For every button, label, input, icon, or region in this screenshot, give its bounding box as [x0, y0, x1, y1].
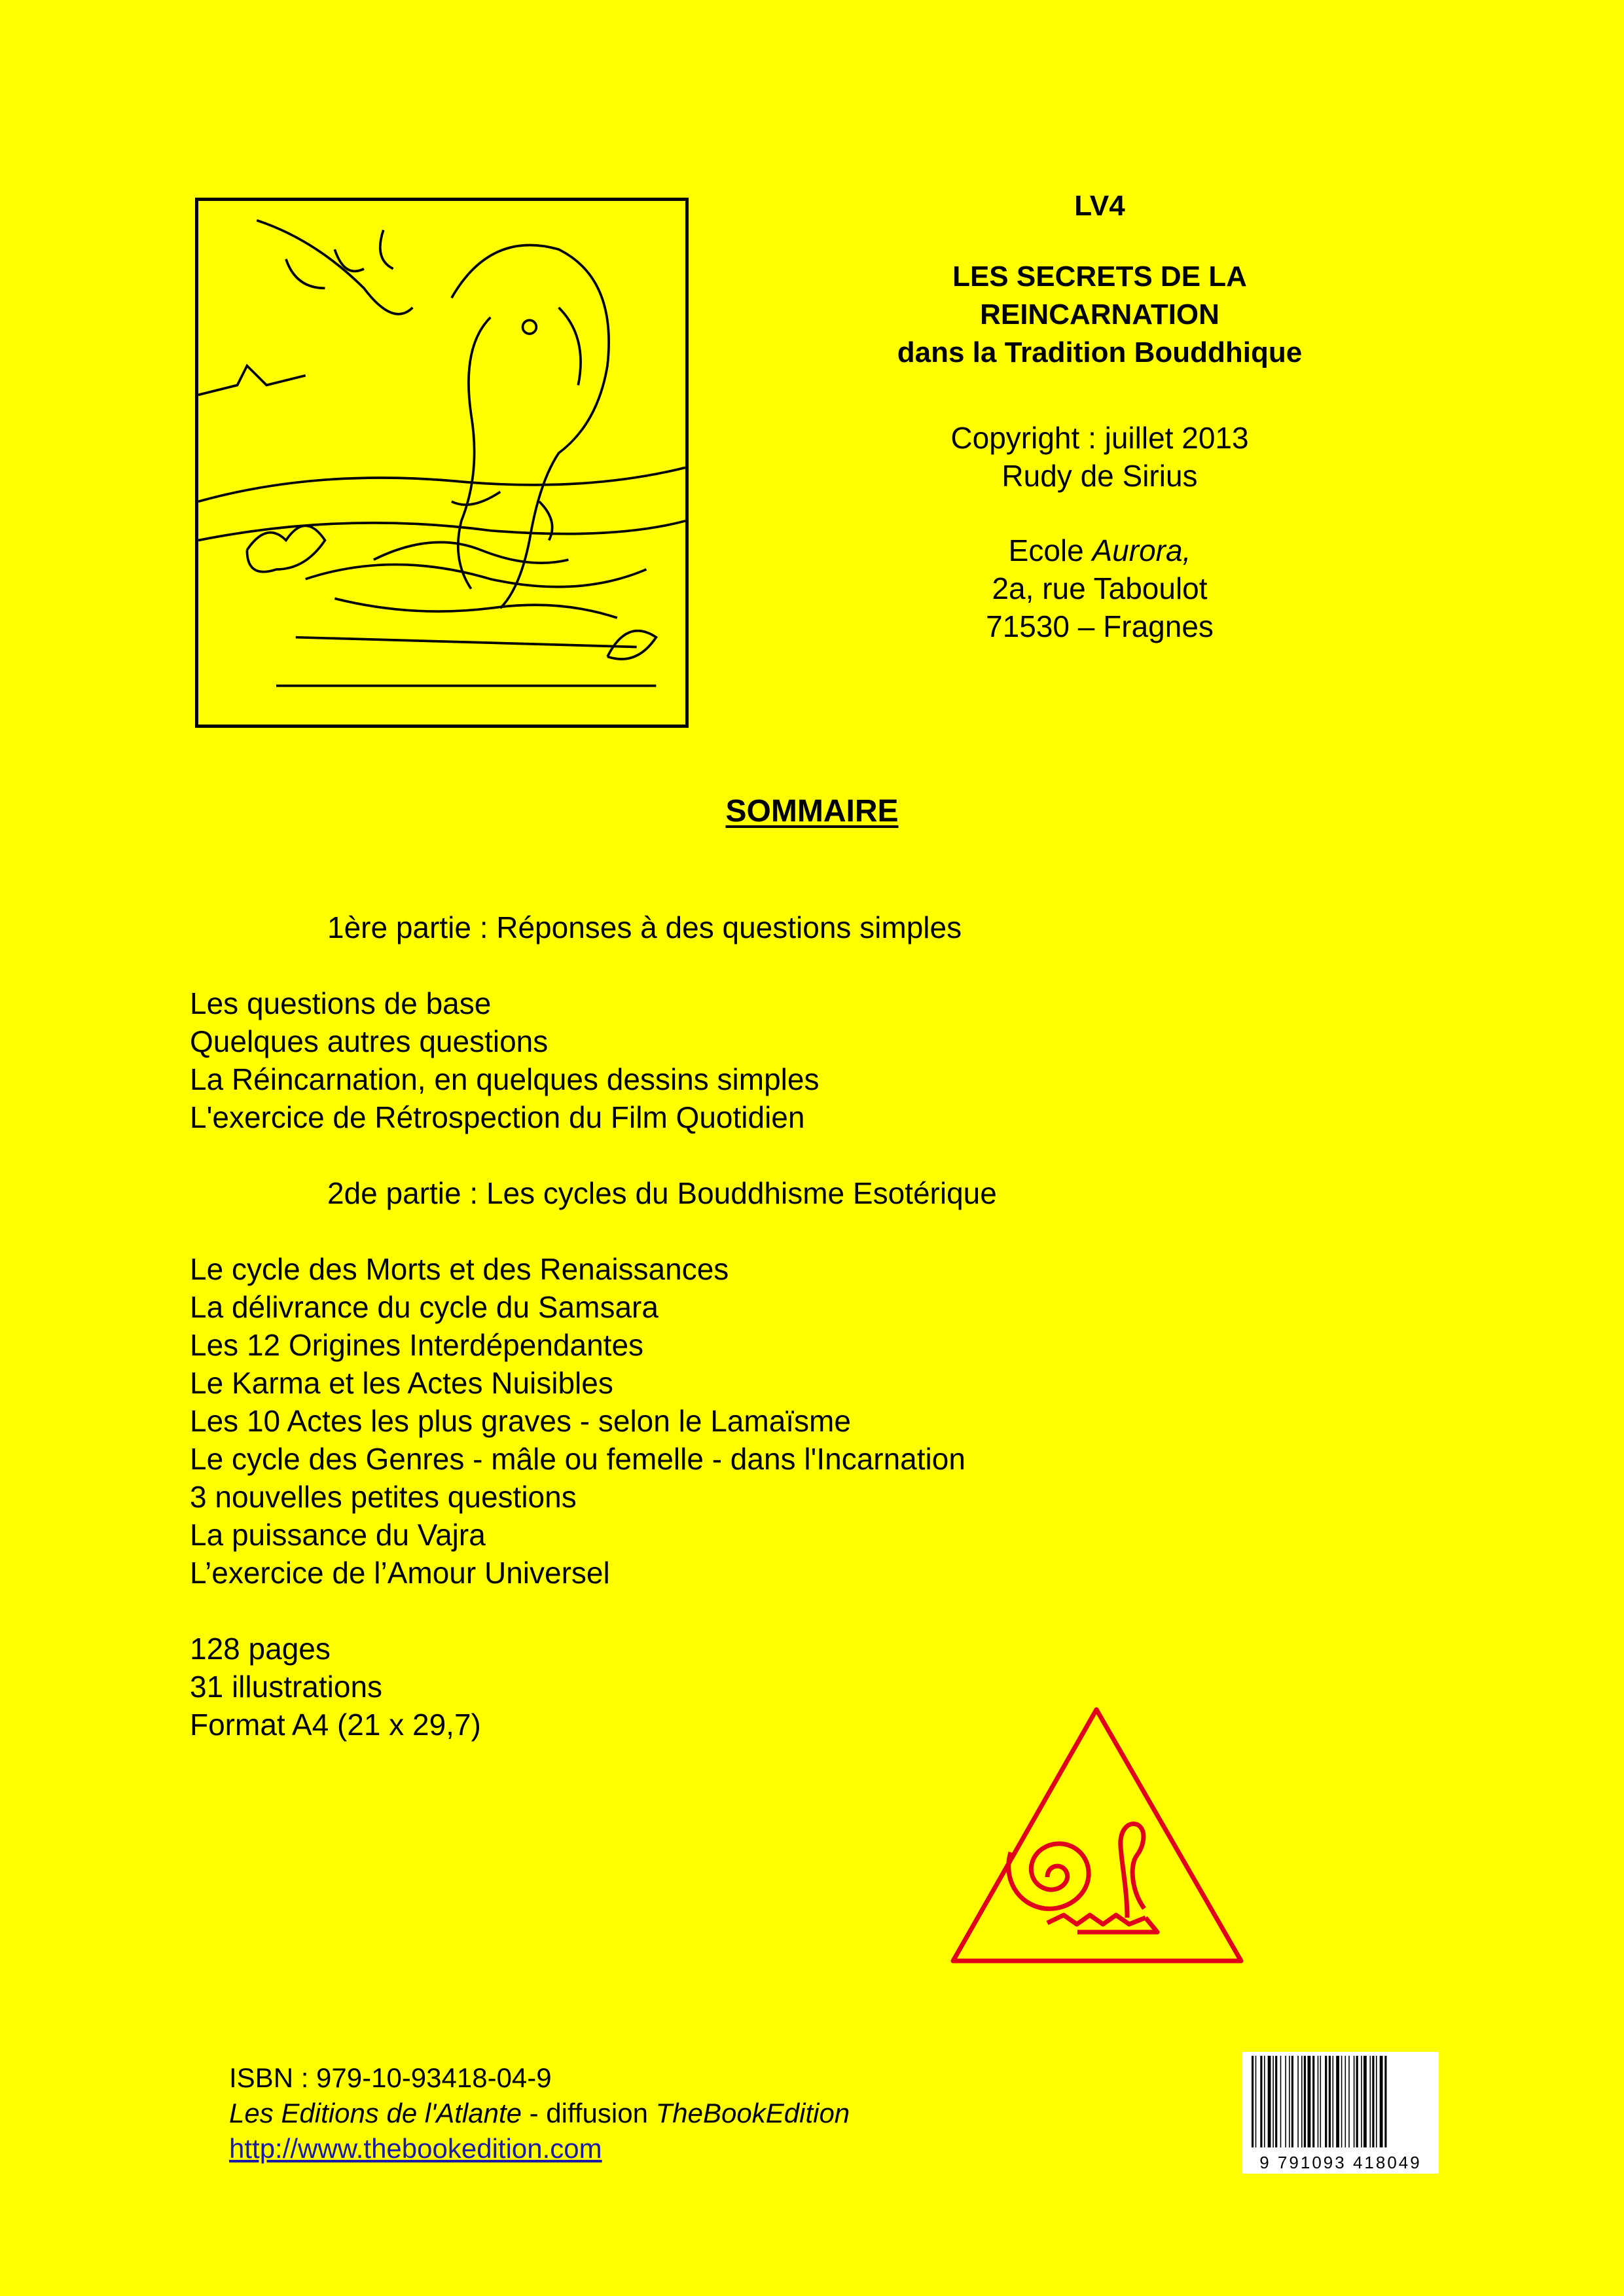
copyright-block — [772, 419, 1427, 495]
toc-item: Le Karma et les Actes Nuisibles — [190, 1366, 613, 1400]
elephant-engraving-icon — [198, 201, 685, 725]
toc-item: La puissance du Vajra — [190, 1518, 486, 1552]
publication-footer — [229, 2060, 850, 2166]
title-block — [772, 190, 1427, 645]
distributor-name: TheBookEdition — [655, 2098, 850, 2128]
table-of-contents — [190, 908, 997, 1744]
toc-item: Les 12 Origines Interdépendantes — [190, 1328, 644, 1362]
copyright: Copyright : juillet 2013 — [950, 421, 1249, 455]
title-line: LES SECRETS DE LA — [952, 260, 1247, 293]
toc-item: Le cycle des Genres - mâle ou femelle - dans l'Incarnation — [190, 1442, 965, 1476]
school-name: Aurora, — [1092, 533, 1191, 567]
elephant-illustration — [195, 198, 689, 728]
barcode-icon — [1242, 2052, 1439, 2174]
toc-item: Quelques autres questions — [190, 1024, 549, 1058]
title-line: REINCARNATION — [980, 298, 1219, 331]
book-stat: 128 pages — [190, 1632, 331, 1666]
school-address — [772, 531, 1427, 645]
isbn: ISBN : 979-10-93418-04-9 — [229, 2062, 552, 2093]
address-line: 2a, rue Taboulot — [992, 571, 1208, 605]
book-code: LV4 — [1074, 190, 1125, 222]
part-heading: 2de partie : Les cycles du Bouddhisme Esotérique — [327, 1176, 997, 1210]
part-heading: 1ère partie : Réponses à des questions simples — [327, 910, 962, 944]
toc-item: Le cycle des Morts et des Renaissances — [190, 1252, 729, 1286]
toc-item: Les 10 Actes les plus graves - selon le Lamaïsme — [190, 1404, 851, 1438]
isbn-barcode — [1242, 2052, 1439, 2174]
toc-item: La Réincarnation, en quelques dessins simples — [190, 1062, 820, 1096]
toc-item: La délivrance du cycle du Samsara — [190, 1290, 659, 1324]
title-line: dans la Tradition Bouddhique — [897, 336, 1303, 368]
book-title — [772, 258, 1427, 372]
toc-item: L'exercice de Rétrospection du Film Quotidien — [190, 1100, 805, 1134]
publisher-name: Les Editions de l'Atlante — [229, 2098, 522, 2128]
address-line: 71530 – Fragnes — [986, 609, 1214, 643]
toc-item: L’exercice de l’Amour Universel — [190, 1556, 610, 1590]
website-link[interactable]: http://www.thebookedition.com — [229, 2133, 602, 2164]
toc-item: Les questions de base — [190, 986, 492, 1020]
school-line — [772, 531, 1427, 569]
book-stat: Format A4 (21 x 29,7) — [190, 1708, 481, 1742]
publisher-line — [229, 2096, 850, 2131]
toc-item: 3 nouvelles petites questions — [190, 1480, 577, 1514]
sommaire-heading: SOMMAIRE — [725, 794, 899, 829]
diffusion-label: - diffusion — [521, 2098, 656, 2128]
spiral-triangle-logo-icon — [949, 1702, 1244, 1964]
author: Rudy de Sirius — [1001, 459, 1198, 493]
barcode-digits: 9 791093 418049 — [1259, 2153, 1422, 2172]
school-prefix: Ecole — [1008, 533, 1084, 567]
book-stat: 31 illustrations — [190, 1670, 383, 1704]
